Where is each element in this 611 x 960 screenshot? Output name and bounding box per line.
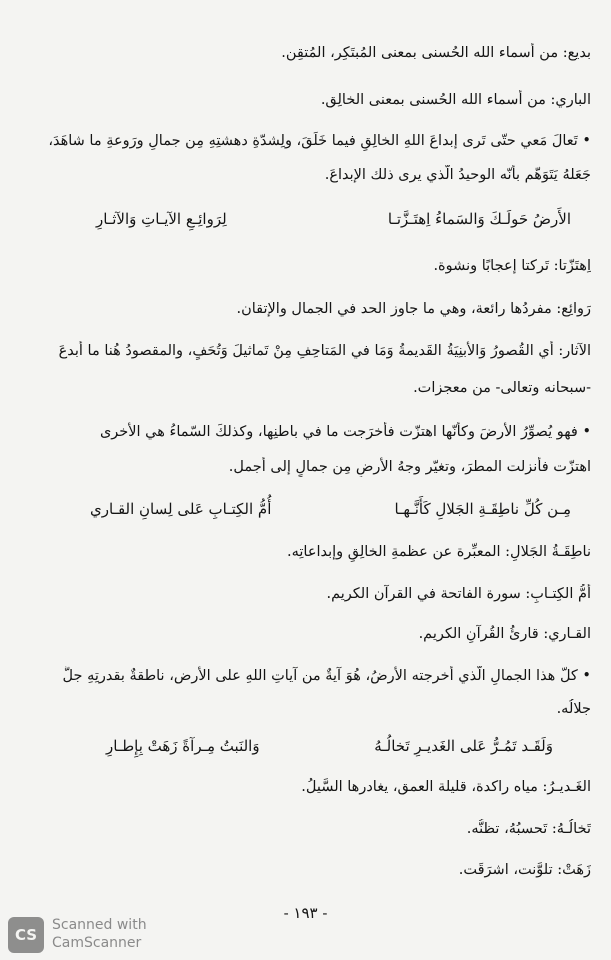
verse-3-second-hemistich: وَالنَبتُ مِـرآةً زَهَتْ بِإِطـارِ bbox=[106, 737, 260, 755]
page-number: - ١٩٣ - bbox=[283, 904, 328, 922]
verse-1-second-hemistich: لِرَوائِـعِ الآيـاتِ وَالآثـارِ bbox=[96, 210, 227, 228]
explanation-paragraph-3-line-2: جلالُه. bbox=[556, 701, 591, 717]
definition-umm-al-kitab: أمُّ الكِتـابِ: سورة الفاتحة في القرآن الكريم. bbox=[326, 586, 591, 602]
explanation-paragraph-1-line-1: • تَعالَ مَعي حتّى تَرى إبداعَ اللهِ الخالِقِ فيما خَلَقَ، ولِشدّةِ دهشتِهِ مِن جمالِ ورَوعةِ ما شاهَدَ، bbox=[48, 133, 591, 149]
definition-rawai: رَوائِع: مفردُها رائعة، وهي ما جاوز الحد في الجمال والإتقان. bbox=[236, 301, 591, 317]
definition-al-ghadir: الغَـديـرُ: مياه راكدة، قليلة العمق، يغادرها السَّيلُ. bbox=[301, 779, 591, 795]
explanation-paragraph-3-line-1: • كلّ هذا الجمالِ الّذي أخرجته الأرضُ، هُوَ آيةٌ من آياتِ اللهِ على الأرض، ناطقةٌ بقدرتِهِ جلَّ bbox=[62, 668, 591, 684]
definition-bari: الباري: من أسماء الله الحُسنى بمعنى الخالِق. bbox=[320, 92, 591, 108]
definition-athar-line-1: الآثار: أي القُصورُ وَالأبنِيَةُ القَديمةُ وَمَا في المَتاحِفِ مِنْ تَماثيلَ وَتُحَفٍ، والمقصودُ هُنا ما أبدعَ bbox=[58, 343, 591, 359]
camscanner-logo-icon: CS bbox=[8, 917, 44, 953]
verse-2-first-hemistich: مِـن كُلِّ ناطِقَـةِ الجَلالِ كَأَنَّـهـا bbox=[394, 500, 571, 518]
definition-natiqat-al-jalal: ناطِقَـةُ الجَلالِ: المعبِّرة عن عظمةِ الخالِقِ وإبداعاتِه. bbox=[286, 544, 591, 560]
explanation-paragraph-2-line-1: • فهو يُصوِّرُ الأَرضَ وكأنّها اهتزّت فأَخرَجت ما في باطنِها، وكذلكَ السّماءُ هي الأُخرى bbox=[99, 424, 591, 440]
definition-badi: بديع: من أسماء الله الحُسنى بمعنى المُبتَكِر، المُتقِن. bbox=[281, 45, 591, 61]
verse-3-first-hemistich: وَلَقَـد تَمُـرُّ عَلى الغَديـرِ تَخالُـهُ bbox=[374, 737, 553, 755]
definition-athar-line-2: -سبحانه وتعالى- من معجزات. bbox=[413, 380, 591, 396]
verse-2-second-hemistich: أُمُّ الكِتـابِ عَلى لِسانِ القـاري bbox=[90, 500, 272, 518]
verse-1-first-hemistich: الأَرضُ حَولَـكَ وَالسَماءُ اِهتَـزَّتـا bbox=[387, 210, 571, 228]
definition-takhaluhu: تَخالُـهُ: تَحسبُهُ، تظنُّه. bbox=[466, 821, 591, 837]
watermark-line-1: Scanned with bbox=[52, 917, 147, 933]
definition-al-qari: القـاري: قارئُ القُرآنِ الكريم. bbox=[418, 626, 591, 642]
definition-ihtazzata: اِهتَزّتا: تَركتا إعجابًا ونشوة. bbox=[433, 258, 591, 274]
camscanner-watermark bbox=[4, 914, 174, 956]
explanation-paragraph-2-line-2: اهتزّت فأنزلت المطرَ، وتغيّر وجهُ الأرضِ مِن جمالٍ إلى أجمل. bbox=[228, 459, 591, 475]
watermark-line-2: CamScanner bbox=[52, 935, 142, 951]
definition-zahat: زَهَتْ: تلوَّنت، اشرَقَت. bbox=[458, 862, 591, 878]
explanation-paragraph-1-line-2: جَعَلهُ يَتَوَهّم بأنّه الوحيدُ الّذي يرى ذلك الإبداعَ. bbox=[324, 167, 591, 183]
